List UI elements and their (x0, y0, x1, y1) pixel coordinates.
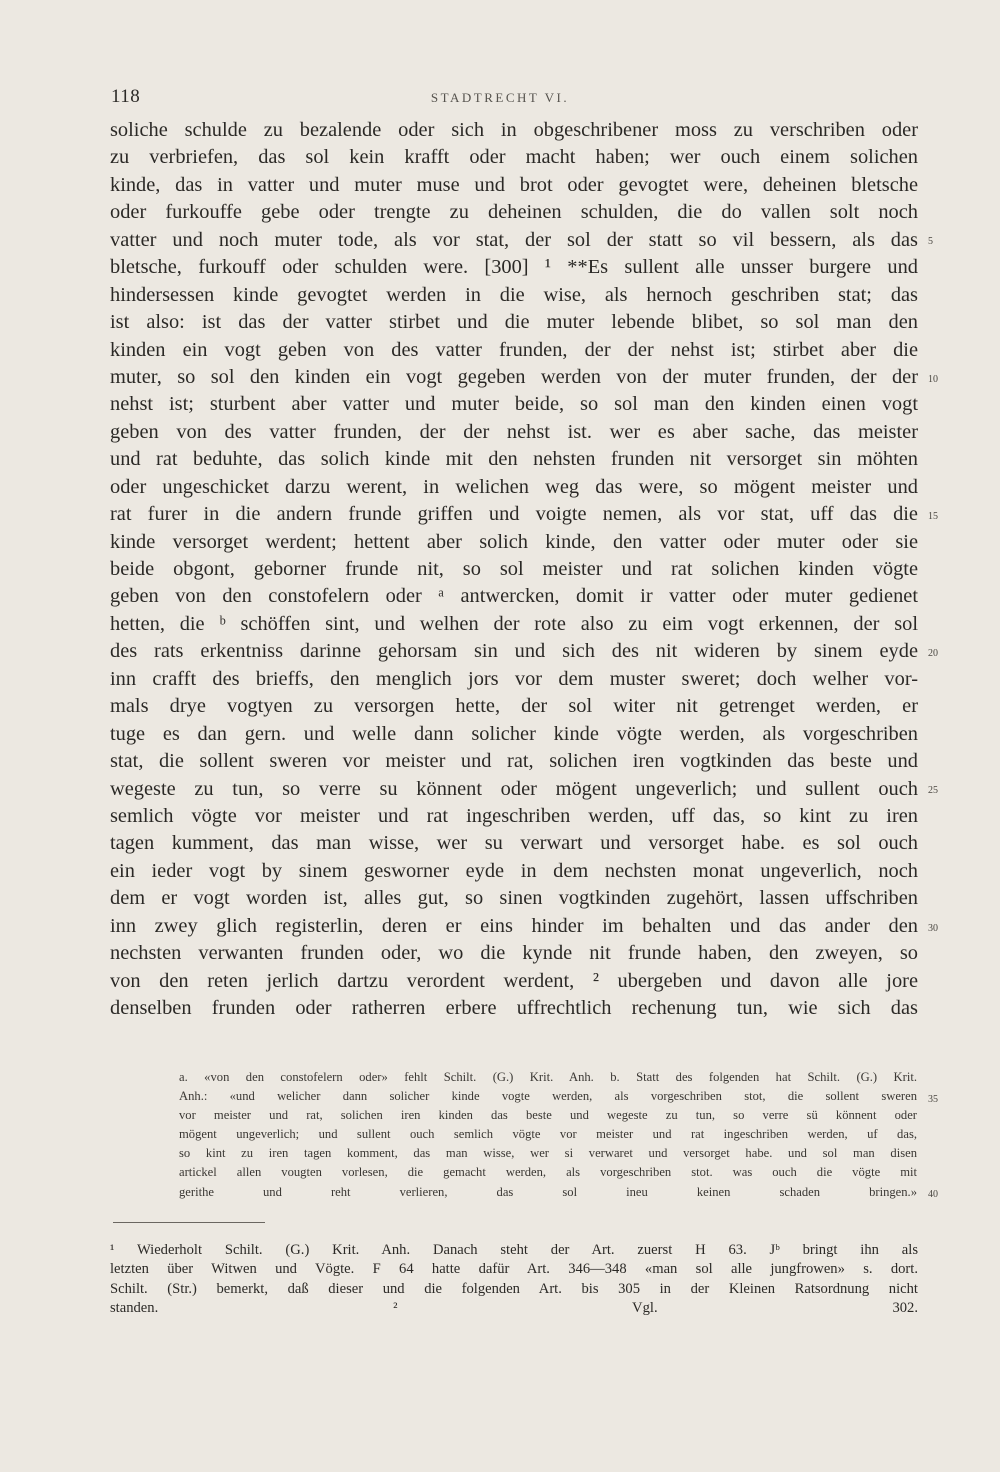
line-number: 10 (928, 373, 938, 385)
line-number: 40 (928, 1189, 938, 1201)
body-line: denselben frunden oder ratherren erbere uffrechtlich rechenung tun, wie sich das (110, 997, 918, 1019)
body-line: hetten, die ᵇ schöffen sint, und welhen der rote also zu eim vogt erkennen, der sol (110, 612, 918, 635)
running-title: STADTRECHT VI. (430, 90, 570, 105)
variant-line: a. «von den constofelern oder» fehlt Schilt. (G.) Krit. Anh. b. Statt des folgenden hat Schilt. (G.) Krit. (179, 1070, 917, 1084)
variant-line: gerithe und reht verlieren, das sol ineu keinen schaden bringen.» (179, 1184, 917, 1199)
body-line: tagen kumment, das man wisse, wer su verwart und versorget habe. es sol ouch (110, 832, 918, 855)
body-line: von den reten jerlich dartzu verordent werdent, ² ubergeben und davon alle jore (110, 969, 918, 992)
page-number: 118 (111, 86, 141, 107)
body-line: zu verbriefen, das sol kein krafft oder macht haben; wer ouch einem solichen (110, 146, 918, 169)
body-line: dem er vogt worden ist, alles gut, so sinen vogtkinden zugehört, lassen uffschriben (110, 887, 918, 910)
footnotes-block (110, 1241, 918, 1318)
body-line: stat, die sollent sweren vor meister und rat, solichen iren vogtkinden das beste und (110, 750, 918, 773)
body-line: wegeste zu tun, so verre su könnent oder mögent ungeverlich; und sullent ouch (110, 777, 918, 800)
body-line: nechsten verwanten frunden oder, wo die kynde nit frunde haben, den zweyen, so (110, 942, 918, 965)
body-line: beide obgont, geborner frunde nit, so sol meister und rat solichen kinden vögte (110, 558, 918, 580)
body-line: ist also: ist das der vatter stirbet und die muter lebende blibet, so sol man den (110, 311, 918, 334)
body-line: des rats erkentniss darinne gehorsam sin und sich des nit wideren by sinem eyde (110, 640, 918, 663)
body-line: mals drye vogtyen zu versorgen hette, der sol witer nit getrenget werden, er (110, 695, 918, 718)
body-line: hindersessen kinde gevogtet werden in die wise, als hernoch geschriben stat; das (110, 283, 918, 306)
footnote-line: ¹ Wiederholt Schilt. (G.) Krit. Anh. Danach steht der Art. zuerst H 63. Jᵇ bringt ihn als (110, 1242, 918, 1258)
variant-line: so kint zu iren tagen komment, das man wisse, wer si verwaret und versorget habe. und sol man disen (179, 1146, 917, 1161)
line-number: 30 (928, 922, 938, 934)
body-line: und rat beduhte, das solich kinde mit den nehsten frunden nit versorget sin möhten (110, 448, 918, 471)
body-line: oder ungeschicket darzu werent, in welichen weg das were, so mögent meister und (110, 475, 918, 498)
variant-line: Anh.: «und welicher dann solicher kinde vogte werden, als vorgeschriben stot, die sollent sweren (179, 1089, 917, 1104)
body-line: kinde versorget werdent; hettent aber solich kinde, den vatter oder muter oder sie (110, 530, 918, 553)
line-number: 25 (928, 785, 938, 797)
body-line: rat furer in die andern frunde griffen und voigte nemen, als vor stat, uff das die (110, 503, 918, 526)
line-number: 20 (928, 648, 938, 660)
footnote-line: standen. ² Vgl. 302. (110, 1299, 918, 1316)
body-line: bletsche, furkouff oder schulden were. [300] ¹ **Es sullent alle unsser burgere und (110, 256, 918, 279)
footnote-separator-rule (113, 1222, 265, 1223)
body-line: geben von den constofelern oder ᵃ antwercken, domit ir vatter oder muter gedienet (110, 585, 918, 608)
variant-line: mögent ungeverlich; und sullent ouch semlich vögte vor meister und rat ingeschriben werden, uf das, (179, 1127, 917, 1142)
variant-readings-apparatus (179, 1068, 917, 1202)
body-line: nehst ist; sturbent aber vatter und muter beide, so sol man den kinden einen vogt (110, 393, 918, 416)
body-line: oder furkouffe gebe oder trengte zu deheinen schulden, die do vallen solt noch (110, 201, 918, 224)
body-line: geben von des vatter frunden, der der nehst ist. wer es aber sache, das meister (110, 420, 918, 443)
body-line: kinden ein vogt geben von des vatter frunden, der der nehst ist; stirbet aber die (110, 338, 918, 361)
body-line: tuge es dan gern. und welle dann solicher kinde vögte werden, als vorgeschriben (110, 722, 918, 745)
body-line: kinde, das in vatter und muter muse und brot oder gevogtet were, deheinen bletsche (110, 173, 918, 196)
line-number: 5 (928, 236, 933, 248)
line-number: 15 (928, 510, 938, 522)
body-line: inn crafft des brieffs, den menglich jors vor dem muster sweret; doch welher vor- (110, 667, 918, 690)
body-line: muter, so sol den kinden ein vogt gegeben werden von der muter frunden, der der (110, 365, 918, 388)
variant-line: artickel allen vougten vorlesen, die gemacht werden, als vorgeschriben stot. was ouch die vögte mit (179, 1165, 917, 1180)
footnote-line: Schilt. (Str.) bemerkt, daß dieser und die folgenden Art. bis 305 in der Kleinen Ratsordnung nicht (110, 1280, 918, 1297)
variant-line: vor meister und rat, solichen iren kinden das beste und wegeste zu tun, so verre sü könnent oder (179, 1108, 917, 1123)
line-number: 35 (928, 1093, 938, 1105)
body-line: semlich vögte vor meister und rat ingeschriben werden, uff das, so kint zu iren (110, 804, 918, 827)
body-line: vatter und noch muter tode, als vor stat, der sol der statt so vil bessern, als das (110, 228, 918, 251)
body-line: soliche schulde zu bezalende oder sich in obgeschribener moss zu verschriben oder (110, 119, 918, 141)
body-line: ein ieder vogt by sinem gesworner eyde in dem nechsten monat ungeverlich, noch (110, 859, 918, 882)
body-line: inn zwey glich registerlin, deren er eins hinder im behalten und das ander den (110, 914, 918, 937)
main-text-block (110, 117, 918, 1022)
footnote-line: letzten über Witwen und Vögte. F 64 hatte dafür Art. 346—348 «man sol alle jungfrowen» s. dort. (110, 1261, 918, 1278)
